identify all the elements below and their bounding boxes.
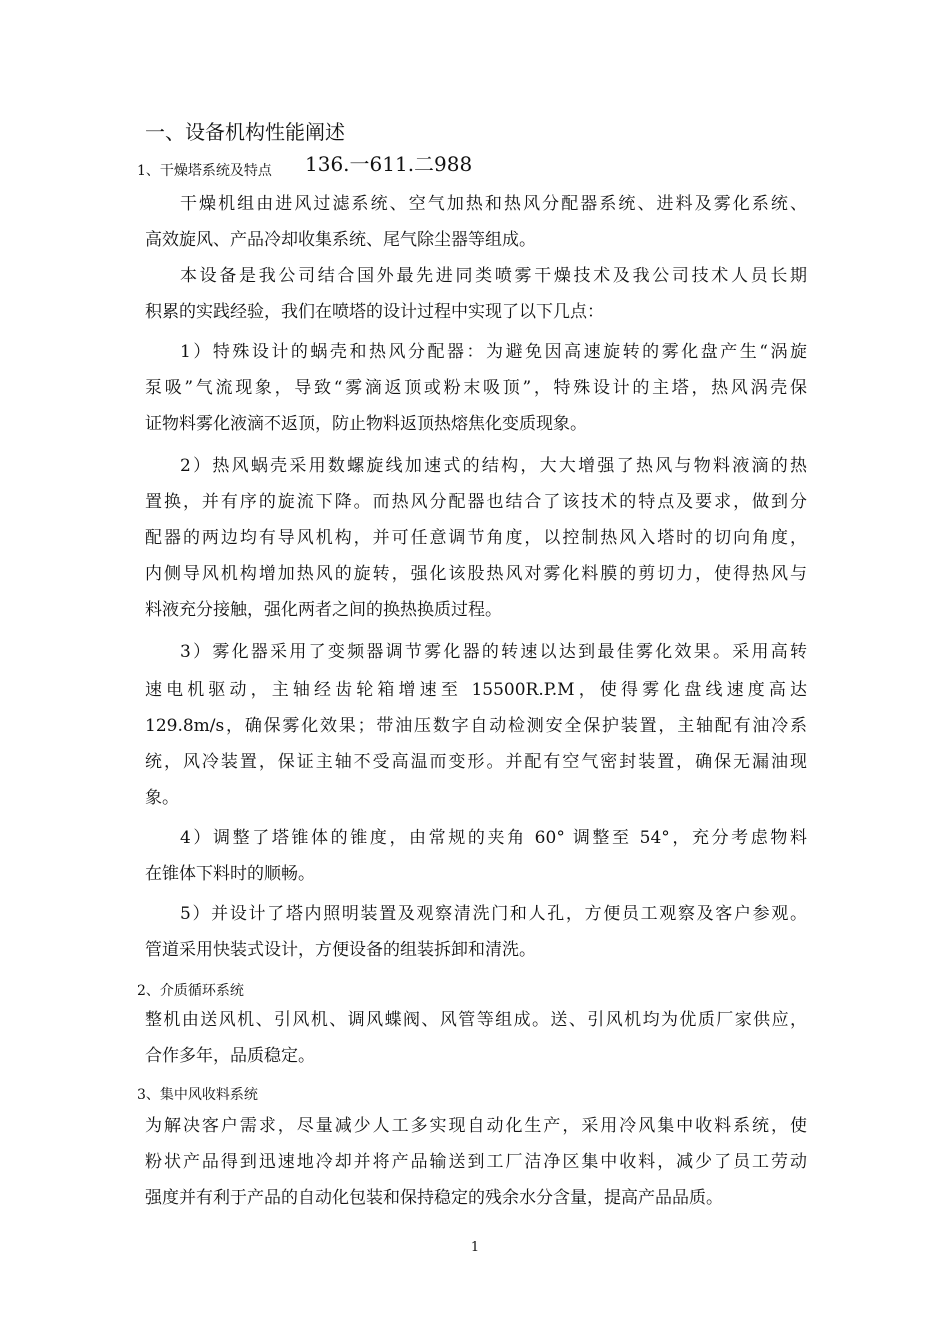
paragraph-line: 强度并有利于产品的自动化包装和保持稳定的残余水分含量，提高产品品质。 — [145, 1188, 723, 1208]
subsection-title-1: 1、干燥塔系统及特点 — [137, 163, 272, 179]
paragraph-line: 整机由送风机、引风机、调风蝶阀、风管等组成。送、引风机均为优质厂家供应， — [145, 1010, 807, 1030]
list-item-line: 管道采用快装式设计，方便设备的组装拆卸和清洗。 — [145, 940, 536, 960]
list-item-line: 证物料雾化液滴不返顶，防止物料返顶热熔焦化变质现象。 — [145, 414, 587, 434]
section-heading: 一、设备机构性能阐述 — [145, 120, 345, 144]
list-item-line: 内侧导风机构增加热风的旋转，强化该股热风对雾化料膜的剪切力，使得热风与 — [145, 564, 807, 584]
list-item-line: 5）并设计了塔内照明装置及观察清洗门和人孔，方便员工观察及客户参观。 — [180, 904, 807, 924]
list-item-line: 泵吸”气流现象，导致“雾滴返顶或粉末吸顶”，特殊设计的主塔，热风涡壳保 — [145, 378, 807, 398]
list-item-line: 129.8m/s，确保雾化效果；带油压数字自动检测安全保护装置，主轴配有油冷系 — [145, 716, 807, 736]
subsection-title-3: 3、集中风收料系统 — [137, 1087, 258, 1103]
phone-number: 136.一611.二988 — [305, 152, 473, 176]
list-item-line: 4）调整了塔锥体的锥度，由常规的夹角 60° 调整至 54°，充分考虑物料 — [180, 828, 807, 848]
paragraph-line: 干燥机组由进风过滤系统、空气加热和热风分配器系统、进料及雾化系统、 — [180, 194, 807, 214]
list-item-line: 速电机驱动，主轴经齿轮箱增速至 15500R.P.M，使得雾化盘线速度高达 — [145, 680, 807, 700]
paragraph-line: 合作多年，品质稳定。 — [145, 1046, 315, 1066]
paragraph-line: 积累的实践经验，我们在喷塔的设计过程中实现了以下几点： — [145, 302, 604, 322]
list-item-line: 置换，并有序的旋流下降。而热风分配器也结合了该技术的特点及要求，做到分 — [145, 492, 807, 512]
list-item-line: 在锥体下料时的顺畅。 — [145, 864, 315, 884]
list-item-line: 3）雾化器采用了变频器调节雾化器的转速以达到最佳雾化效果。采用高转 — [180, 642, 807, 662]
list-item-line: 统，风冷装置，保证主轴不受高温而变形。并配有空气密封装置，确保无漏油现 — [145, 752, 807, 772]
paragraph-line: 高效旋风、产品冷却收集系统、尾气除尘器等组成。 — [145, 230, 536, 250]
list-item-line: 配器的两边均有导风机构，并可任意调节角度，以控制热风入塔时的切向角度， — [145, 528, 807, 548]
list-item-line: 1）特殊设计的蜗壳和热风分配器：为避免因高速旋转的雾化盘产生“涡旋 — [180, 342, 807, 362]
page-number: 1 — [470, 1240, 480, 1255]
list-item-line: 象。 — [145, 788, 179, 808]
subsection-title-2: 2、介质循环系统 — [137, 983, 244, 999]
paragraph-line: 粉状产品得到迅速地冷却并将产品输送到工厂洁净区集中收料，减少了员工劳动 — [145, 1152, 807, 1172]
list-item-line: 2）热风蜗壳采用数螺旋线加速式的结构，大大增强了热风与物料液滴的热 — [180, 456, 807, 476]
list-item-line: 料液充分接触，强化两者之间的换热换质过程。 — [145, 600, 502, 620]
paragraph-line: 本设备是我公司结合国外最先进同类喷雾干燥技术及我公司技术人员长期 — [180, 266, 807, 286]
paragraph-line: 为解决客户需求，尽量减少人工多实现自动化生产，采用冷风集中收料系统，使 — [145, 1116, 807, 1136]
